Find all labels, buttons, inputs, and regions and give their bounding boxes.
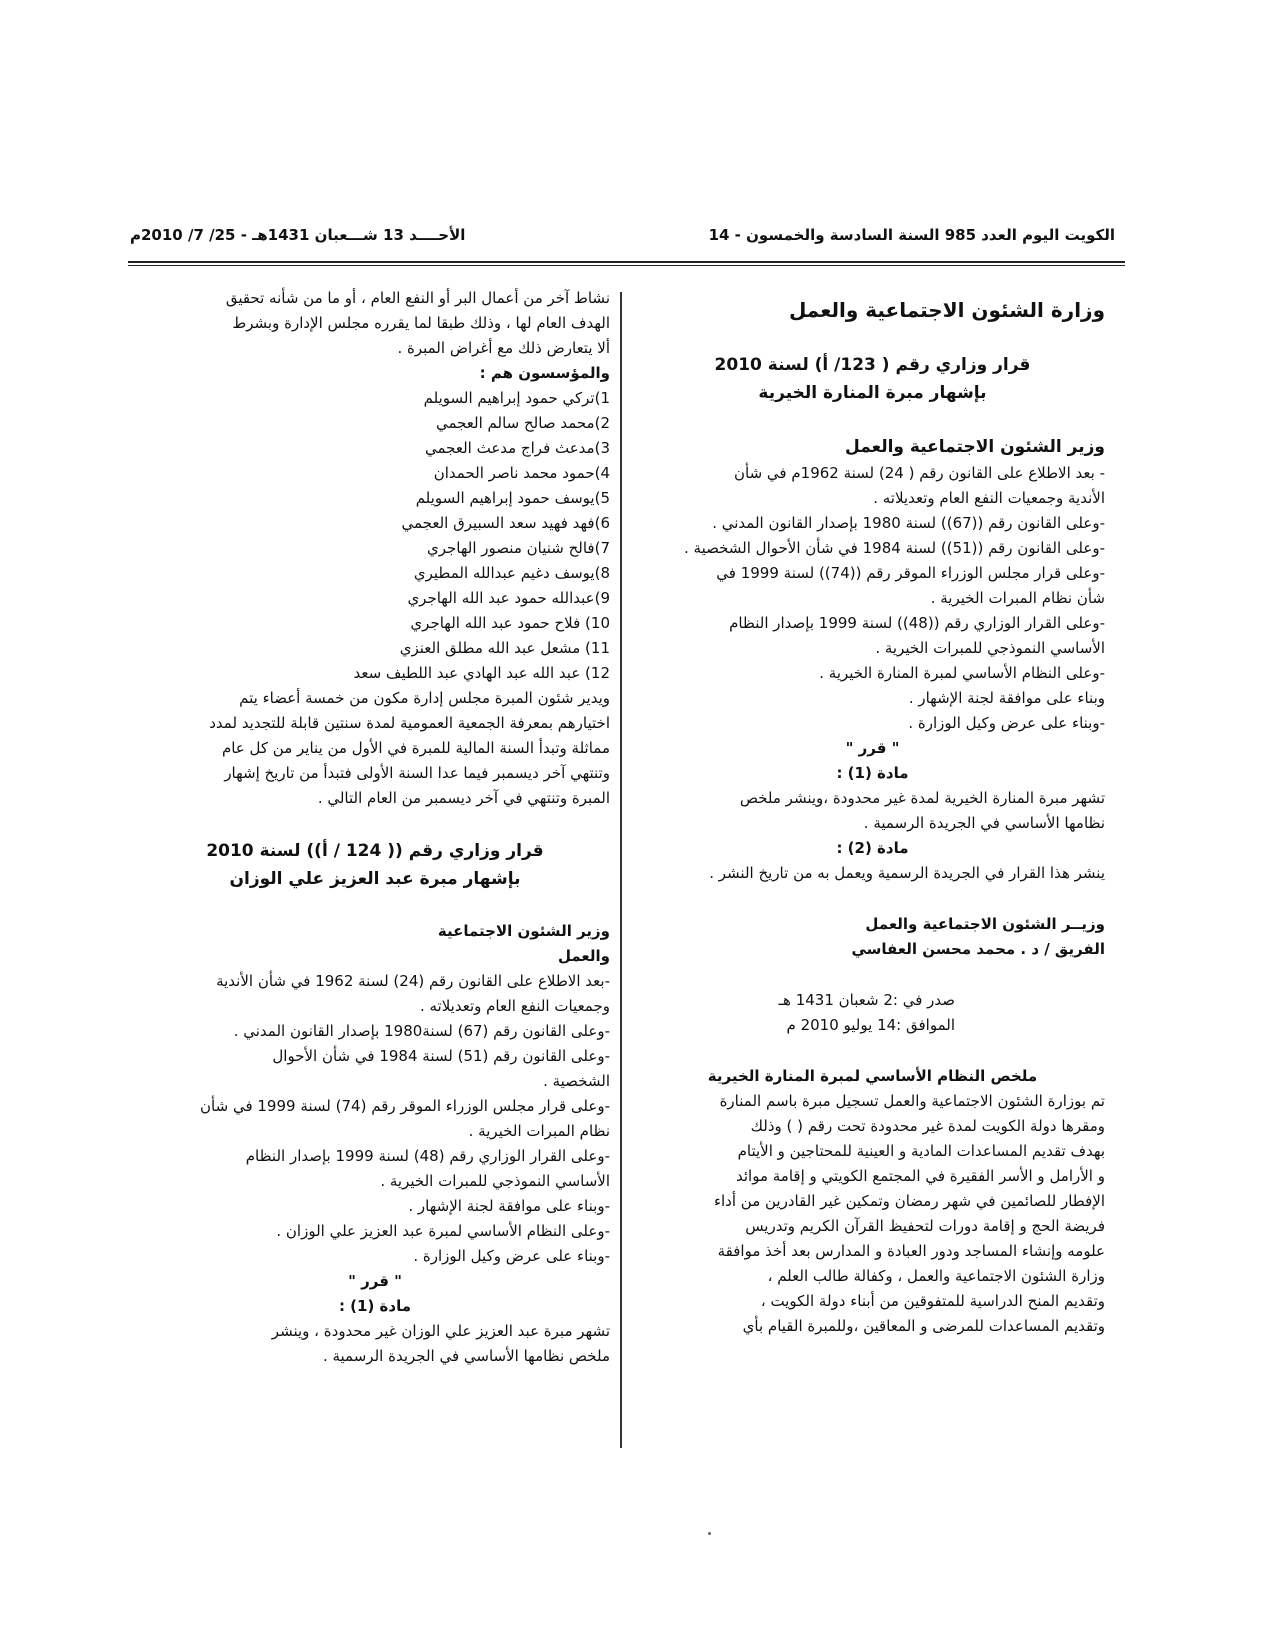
preamble-line: الأندية وجمعيات النفع العام وتعديلاته . [873, 489, 1105, 507]
article-1-text: تشهر مبرة المنارة الخيرية لمدة غير محدودة ،وينشر ملخص [739, 789, 1105, 807]
preamble-line-2: -وعلى القانون رقم (67) لسنة1980 بإصدار القانون المدني . [233, 1022, 610, 1040]
signature-name: الفريق / د . محمد محسن العفاسي [851, 940, 1105, 958]
founder-item: 12) عبد الله عبد الهادي عبد اللطيف سعد [353, 664, 610, 682]
preamble-line-2: الشخصية . [543, 1072, 610, 1090]
founder-item: 5)يوسف حمود إبراهيم السويلم [415, 489, 610, 507]
summary-line: علومه وإنشاء المساجد ودور العبادة و المدارس بعد أخذ موافقة [717, 1242, 1105, 1260]
preamble-line-2: وجمعيات النفع العام وتعديلاته . [419, 997, 610, 1015]
preamble-line: -وعلى القرار الوزاري رقم ((48)) لسنة 1999 بإصدار النظام [729, 614, 1105, 632]
founder-item: 2)محمد صالح سالم العجمي [435, 414, 610, 432]
founder-item: 10) فلاح حمود عبد الله الهاجري [410, 614, 610, 632]
preamble-line: -وعلى قرار مجلس الوزراء الموقر رقم ((74)) لسنة 1999 في [716, 564, 1105, 582]
article-1-heading-2: مادة (1) : [338, 1297, 412, 1315]
decided-heading-2: " قرر " [348, 1272, 402, 1290]
decision-title-2: قرار وزاري رقم (( 124 / أ)) لسنة 2010 [206, 841, 544, 861]
preamble-line: -وعلى القانون رقم ((67)) لسنة 1980 بإصدار القانون المدني . [712, 514, 1105, 532]
header-rule-thin [128, 265, 1125, 266]
preamble-line-2: -وعلى القانون رقم (51) لسنة 1984 في شأن الأحوال [272, 1047, 610, 1065]
founders-heading: والمؤسسون هم : [479, 364, 610, 382]
preamble-line-2: -وعلى القرار الوزاري رقم (48) لسنة 1999 بإصدار النظام [245, 1147, 610, 1165]
preamble-line: -وعلى النظام الأساسي لمبرة المنارة الخيرية . [819, 664, 1105, 682]
preamble-line-2: نظام المبرات الخيرية . [468, 1122, 610, 1140]
minister-heading-2: وزير الشئون الاجتماعية [437, 922, 610, 940]
article-1-heading: مادة (1) : [836, 764, 909, 782]
summary-line: بهدف تقديم المساعدات المادية و العينية للمحتاجين و الأيتام [737, 1142, 1105, 1160]
article-2-text: ينشر هذا القرار في الجريدة الرسمية ويعمل به من تاريخ النشر . [709, 864, 1105, 882]
preamble-line-2: -وعلى قرار مجلس الوزراء الموقر رقم (74) لسنة 1999 في شأن [200, 1097, 610, 1115]
decision-subtitle: بإشهار مبرة المنارة الخيرية [758, 383, 987, 403]
header-date: الأحــــد 13 شـــعبان 1431هـ - 25/ 7/ 2010م [130, 226, 466, 244]
summary-line: وتقديم المنح الدراسية للمتفوقين من أبناء دولة الكويت ، [760, 1292, 1105, 1310]
summary-line: فريضة الحج و إقامة دورات لتحفيظ القرآن الكريم وتدريس [745, 1217, 1105, 1235]
founder-item: 4)حمود محمد ناصر الحمدان [433, 464, 610, 482]
founder-item: 6)فهد فهيد سعد السبيرق العجمي [401, 514, 610, 532]
summary-line: ومقرها دولة الكويت لمدة غير محدودة تحت رقم ( ) وذلك [750, 1117, 1105, 1135]
summary-line: الإفطار للصائمين في شهر رمضان وتمكين غير القادرين من أداء [713, 1192, 1105, 1210]
continuation-line: الهدف العام لها ، وذلك طبقا لما يقرره مجلس الإدارة وبشرط [232, 314, 610, 332]
preamble-line: الأساسي النموذجي للمبرات الخيرية . [875, 639, 1105, 657]
summary-title: ملخص النظام الأساسي لمبرة المنارة الخيرية [707, 1067, 1038, 1085]
preamble-line: - بعد الاطلاع على القانون رقم ( 24) لسنة 1962م في شأن [734, 464, 1105, 482]
board-line: المبرة وتنتهي في آخر ديسمبر من العام التالي . [317, 789, 610, 807]
scan-speck [708, 1532, 711, 1535]
founder-item: 1)تركي حمود إبراهيم السويلم [423, 389, 610, 407]
issued-date: صدر في :2 شعبان 1431 هـ [778, 991, 955, 1009]
header-rule [128, 261, 1125, 263]
summary-line: تم بوزارة الشئون الاجتماعية والعمل تسجيل مبرة باسم المنارة [719, 1092, 1105, 1110]
article-1-text: نظامها الأساسي في الجريدة الرسمية . [863, 814, 1105, 832]
preamble-line: وبناء على موافقة لجنة الإشهار . [908, 689, 1105, 707]
continuation-line: نشاط آخر من أعمال البر أو النفع العام ، أو ما من شأنه تحقيق [225, 289, 610, 307]
corresponding-date: الموافق :14 يوليو 2010 م [786, 1016, 955, 1034]
preamble-line-2: -وعلى النظام الأساسي لمبرة عبد العزيز علي الوزان . [276, 1222, 610, 1240]
summary-line: وزارة الشئون الاجتماعية والعمل ، وكفالة طالب العلم ، [767, 1267, 1105, 1285]
article-1-text-2: ملخص نظامها الأساسي في الجريدة الرسمية . [322, 1347, 610, 1365]
preamble-line-2: -بعد الاطلاع على القانون رقم (24) لسنة 1962 في شأن الأندية [216, 972, 610, 990]
summary-line: و الأرامل و الأسر الفقيرة في المجتمع الكويتي و إقامة موائد [736, 1167, 1105, 1185]
summary-line: وتقديم المساعدات للمرضى و المعاقين ،وللمبرة القيام بأي [742, 1317, 1105, 1335]
left-column [140, 286, 610, 1369]
ministry-heading: وزارة الشئون الاجتماعية والعمل [788, 298, 1105, 322]
preamble-line: -وبناء على عرض وكيل الوزارة . [908, 714, 1105, 732]
preamble-line-2: الأساسي النموذجي للمبرات الخيرية . [380, 1172, 610, 1190]
board-line: وتنتهي آخر ديسمبر فيما عدا السنة الأولى فتبدأ من تاريخ إشهار [224, 764, 610, 782]
signature-title: وزيــر الشئون الاجتماعية والعمل [865, 915, 1105, 933]
board-line: مماثلة وتبدأ السنة المالية للمبرة في الأول من يناير من كل عام [221, 739, 610, 757]
founder-item: 11) مشعل عبد الله مطلق العنزي [399, 639, 610, 657]
founder-item: 7)فالح شنيان منصور الهاجري [427, 539, 610, 557]
board-line: اختيارهم بمعرفة الجمعية العمومية لمدة سنتين قابلة للتجديد لمدد [209, 714, 610, 732]
article-2-heading: مادة (2) : [836, 839, 909, 857]
decision-subtitle-2: بإشهار مبرة عبد العزيز علي الوزان [229, 869, 521, 889]
board-line: ويدير شئون المبرة مجلس إدارة مكون من خمسة أعضاء يتم [239, 689, 610, 707]
minister-heading: وزير الشئون الاجتماعية والعمل [845, 437, 1105, 457]
preamble-line: شأن نظام المبرات الخيرية . [930, 589, 1105, 607]
founder-item: 3)مدعث فراج مدعث العجمي [424, 439, 610, 457]
right-column [640, 295, 1105, 1339]
column-divider [620, 292, 622, 1448]
preamble-line-2: -وبناء على موافقة لجنة الإشهار . [408, 1197, 610, 1215]
minister-heading-2b: والعمل [557, 947, 610, 965]
preamble-line: -وعلى القانون رقم ((51)) لسنة 1984 في شأن الأحوال الشخصية . [684, 539, 1105, 557]
article-1-text-2: تشهر مبرة عبد العزيز علي الوزان غير محدودة ، وينشر [271, 1322, 610, 1340]
founder-item: 8)يوسف دغيم عبدالله المطيري [413, 564, 610, 582]
decided-heading: " قرر " [845, 739, 900, 757]
preamble-line-2: -وبناء على عرض وكيل الوزارة . [413, 1247, 610, 1265]
founder-item: 9)عبدالله حمود عبد الله الهاجري [407, 589, 610, 607]
header-issue-info: الكويت اليوم العدد 985 السنة السادسة والخمسون - 14 [708, 226, 1115, 244]
decision-title: قرار وزاري رقم ( 123/ أ) لسنة 2010 [714, 355, 1031, 375]
continuation-line: ألا يتعارض ذلك مع أغراض المبرة . [397, 339, 610, 357]
